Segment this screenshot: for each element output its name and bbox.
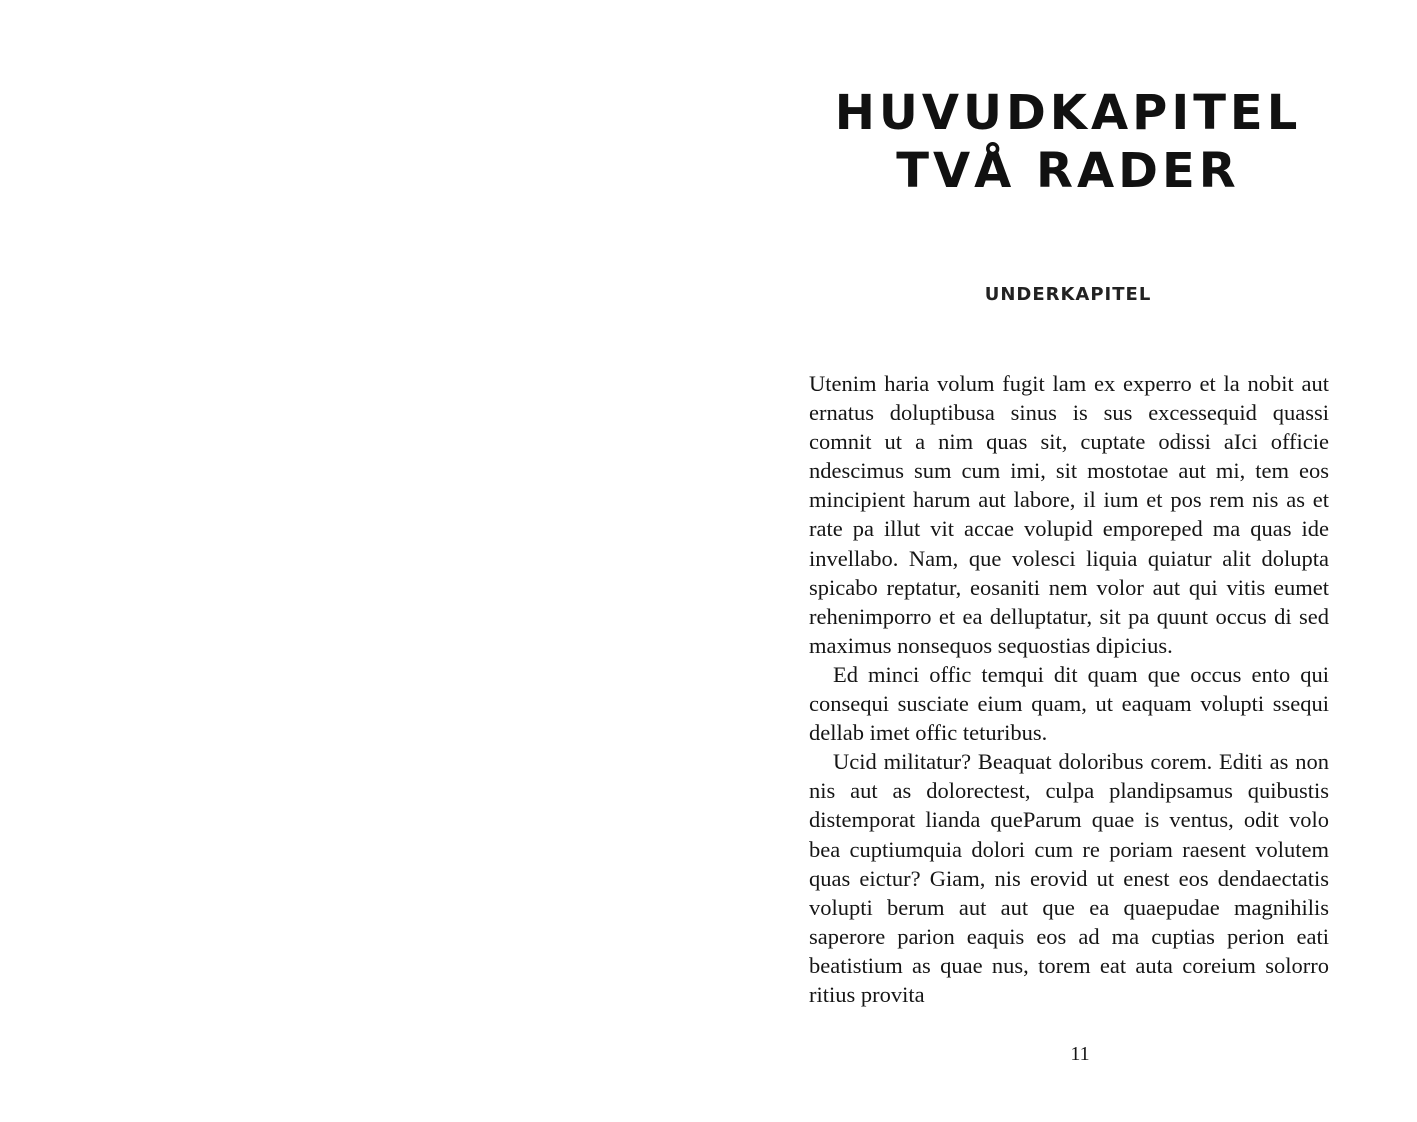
subchapter-heading: UNDERKAPITEL: [984, 284, 1152, 305]
chapter-title: [808, 84, 1328, 200]
chapter-title-line-1: HUVUDKAPITEL: [834, 85, 1302, 141]
right-page: [708, 0, 1417, 1122]
chapter-title-line-2: TVÅ RADER: [896, 143, 1240, 199]
page-number: 11: [1070, 1043, 1090, 1065]
paragraph-1: Utenim haria volum fugit lam ex experro et la nobit aut ernatus doluptibusa sinus is sus excessequid quassi comnit ut a nim quas sit, cuptate odissi aIci officie ndescimus sum cum imi, sit mostotae aut mi, tem eos mincipient harum aut labore, il ium et pos rem nis as et rate pa illut vit accae volupid emporeped ma quas ide invellabo. Nam, que volesci liquia quiatur alit dolupta spicabo reptatur, eosaniti nem volor aut qui vitis eumet rehenimporro et ea delluptatur, sit pa quunt occus di sed maximus nonsequos sequostias dipicius.: [809, 371, 1329, 658]
body-text: [809, 369, 1329, 1009]
left-page-blank: [0, 0, 708, 1122]
paragraph-3: Ucid militatur? Beaquat doloribus corem. Editi as non nis aut as dolorectest, culpa plandipsamus quibustis distemporat lianda queParum quae is ventus, odit volo bea cuptiumquia dolori cum re poriam raesent volutem quas eictur? Giam, nis erovid ut enest eos dendaectatis volupti berum aut aut que ea quaepudae magnihilis saperore parion eaquis eos ad ma cuptias perion eati beatistium as quae nus, torem eat auta coreium solorro ritius provita: [809, 749, 1329, 1007]
paragraph-2: Ed minci offic temqui dit quam que occus ento qui consequi susciate eium quam, ut eaquam volupti ssequi dellab imet offic teturibus.: [809, 661, 1329, 746]
